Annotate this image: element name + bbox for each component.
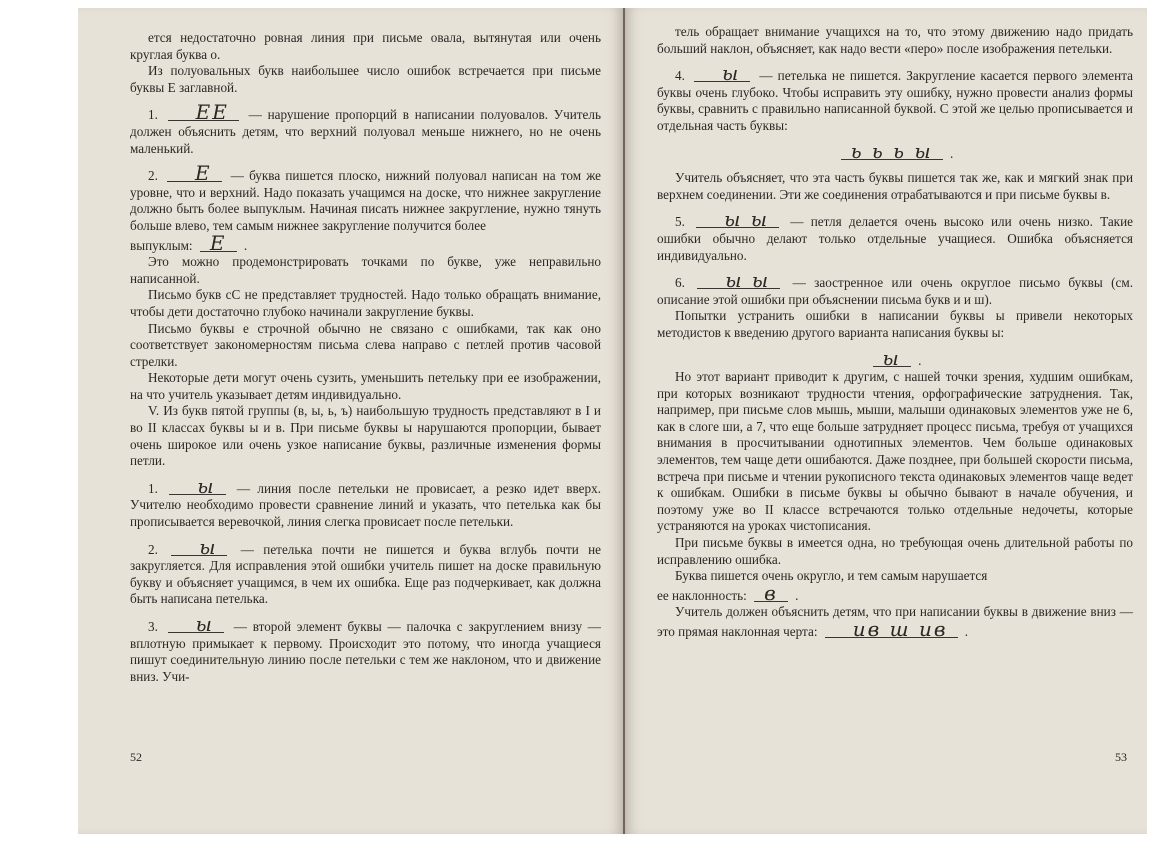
right-paragraph: Учитель должен объяснить детям, что при написании буквы в движение вниз — это прямая наклонная черта: ив ш ив . bbox=[657, 604, 1133, 641]
handwriting-sample: ив ш ив bbox=[825, 621, 958, 638]
left-paragraph: Некоторые дети могут очень сузить, уменьшить петельку при ее изображении, на что учитель указывает детям индивидуально. bbox=[130, 370, 601, 402]
handwriting-sample: Е bbox=[200, 235, 237, 252]
left-paragraph: 2. Е — буква пишется плоско, нижний полуовал написан на том же уровне, что и верхний. Надо показать учащимся на доске, что нижнее закругление должно быть более выпуклым. Начиная писать нижнее закругление, нужно тянуть больше влево, тем самым нижнее закругление получится более bbox=[130, 161, 601, 233]
right-paragraph: 5. ы ы — петля делается очень высоко или очень низко. Такие ошибки обычно делают только отдельные учащиеся. Ошибка объясняется индивидуально. bbox=[657, 207, 1134, 263]
right-paragraph: Попытки устранить ошибки в написании буквы ы привели некоторых методистов к введению другого варианта написания буквы ы: bbox=[657, 308, 1133, 340]
handwriting-sample: ь ь ь ы bbox=[841, 143, 943, 160]
left-paragraph: Письмо буквы е строчной обычно не связано с ошибками, так как оно соответствует закономерностям письма слева направо с петлей против часовой стрелки. bbox=[130, 320, 601, 369]
right-paragraph: Буква пишется очень округло, и тем самым нарушается bbox=[675, 568, 988, 584]
page-number-left: 52 bbox=[130, 750, 142, 765]
right-paragraph: 6. ы ы — заостренное или очень округлое письмо буквы (см. описание этой ошибки при объяснении письма букв и и ш). bbox=[657, 268, 1133, 307]
left-paragraph: 1. ЕЕ — нарушение пропорций в написании полуовалов. Учитель должен объяснить детям, что верхний полуовал меньше нижнего, но не очень маленький. bbox=[130, 100, 602, 156]
right-paragraph: тель обращает внимание учащихся на то, что этому движению надо придать больший наклон, объясняет, как надо вести «перо» после изображения петельки. bbox=[657, 24, 1133, 56]
right-paragraph: ы . bbox=[657, 350, 1133, 370]
left-paragraph: Письмо букв сС не представляет трудностей. Надо только обращать внимание, чтобы дети достаточно глубоко начинали закругление буквы. bbox=[130, 287, 601, 319]
handwriting-sample: ы ы bbox=[696, 211, 779, 228]
handwriting-sample: ы bbox=[169, 478, 225, 495]
left-paragraph: выпуклым: Е . bbox=[130, 230, 248, 255]
handwriting-sample: ы bbox=[694, 65, 750, 82]
handwriting-sample: ЕЕ bbox=[168, 104, 239, 121]
right-paragraph: Учитель объясняет, что эта часть буквы пишется так же, как и мягкий знак при верхнем соединении. Эти же соединения отрабатываются и при письме буквы в. bbox=[657, 170, 1133, 202]
right-paragraph: ее наклонность: в . bbox=[657, 580, 799, 605]
left-paragraph: 1. ы — линия после петельки не провисает, а резко идет вверх. Учителю необходимо провести сравнение линий и указать, что петелька как бы прописывается веревочкой, линия слегка провисает после петельки. bbox=[130, 473, 602, 530]
left-text bbox=[130, 30, 601, 685]
left-paragraph: V. Из букв пятой группы (в, ы, ь, ъ) наибольшую трудность представляют в I и во II классах буквы ы и в. При письме буквы ы нарушаются пропорции, бывает очень широкое или очень узкое написание буквы, различные изменения формы петли. bbox=[130, 403, 601, 469]
left-page bbox=[78, 8, 623, 834]
handwriting-sample: ы bbox=[873, 350, 911, 367]
left-paragraph: 2. ы — петелька почти не пишется и буква вглубь почти не закругляется. Для исправления этой ошибки учитель пишет на доске правильную букву и объясняет учащимся, в чем их ошибка. Еще раз подчеркивает, как должна быть написана петелька. bbox=[130, 534, 601, 607]
page-number-right: 53 bbox=[1115, 750, 1127, 765]
handwriting-sample: ы ы bbox=[697, 272, 780, 289]
right-paragraph: Но этот вариант приводит к другим, с нашей точки зрения, худшим ошибкам, при которых возникают трудности чтения, орфографические затруднения. Так, например, при письме слов мышь, мыши, малыши одинаковых элементов уже не 6, как в слоге ши, а 7, что еще больше затрудняет процесс письма, требуя от учащихся внимания в просчитывании однотипных элементов. Чем больше одинаковых элементов, тем чаще дети ошибаются. Даже позднее, при большей скорости письма, встреча при письме и чтении рукописного текста одинаковых элементов чаще ведет к ошибкам. Ошибки в письме буквы ы обычно бывают в начале обучения, и поэтому уже во II классе встречаются только отдельные недочеты, которые устраняются на уроках чистописания. bbox=[657, 369, 1133, 534]
handwriting-sample: ы bbox=[171, 539, 227, 556]
right-paragraph: ь ь ь ы . bbox=[657, 143, 1133, 163]
right-text bbox=[657, 24, 1133, 641]
right-page bbox=[625, 8, 1147, 834]
handwriting-sample: ы bbox=[168, 616, 224, 633]
handwriting-sample: в bbox=[754, 585, 788, 602]
handwriting-sample: Е bbox=[167, 165, 222, 182]
left-paragraph: ется недостаточно ровная линия при письме овала, вытянутая или очень круглая буква о. bbox=[130, 30, 601, 62]
right-paragraph: 4. ы — петелька не пишется. Закругление касается первого элемента буквы очень глубоко. Чтобы исправить эту ошибку, нужно провести анализ формы буквы, сравнить с правильно написанной буквой. С этой же целью прописывается и отдельная часть буквы: bbox=[657, 61, 1133, 133]
left-paragraph: Это можно продемонстрировать точками по букве, уже неправильно написанной. bbox=[130, 254, 601, 286]
left-paragraph: Из полуовальных букв наибольшее число ошибок встречается при письме буквы Е заглавной. bbox=[130, 63, 601, 95]
left-paragraph: 3. ы — второй элемент буквы — палочка с закруглением внизу — вплотную примыкает к первому. Происходит это потому, что иногда учащиеся пишут соединительную линию после петельки с тем же наклоном, что и движение вниз. Учи- bbox=[130, 612, 601, 684]
right-paragraph: При письме буквы в имеется одна, но требующая очень длительной работы по исправлению ошибка. bbox=[657, 535, 1133, 567]
